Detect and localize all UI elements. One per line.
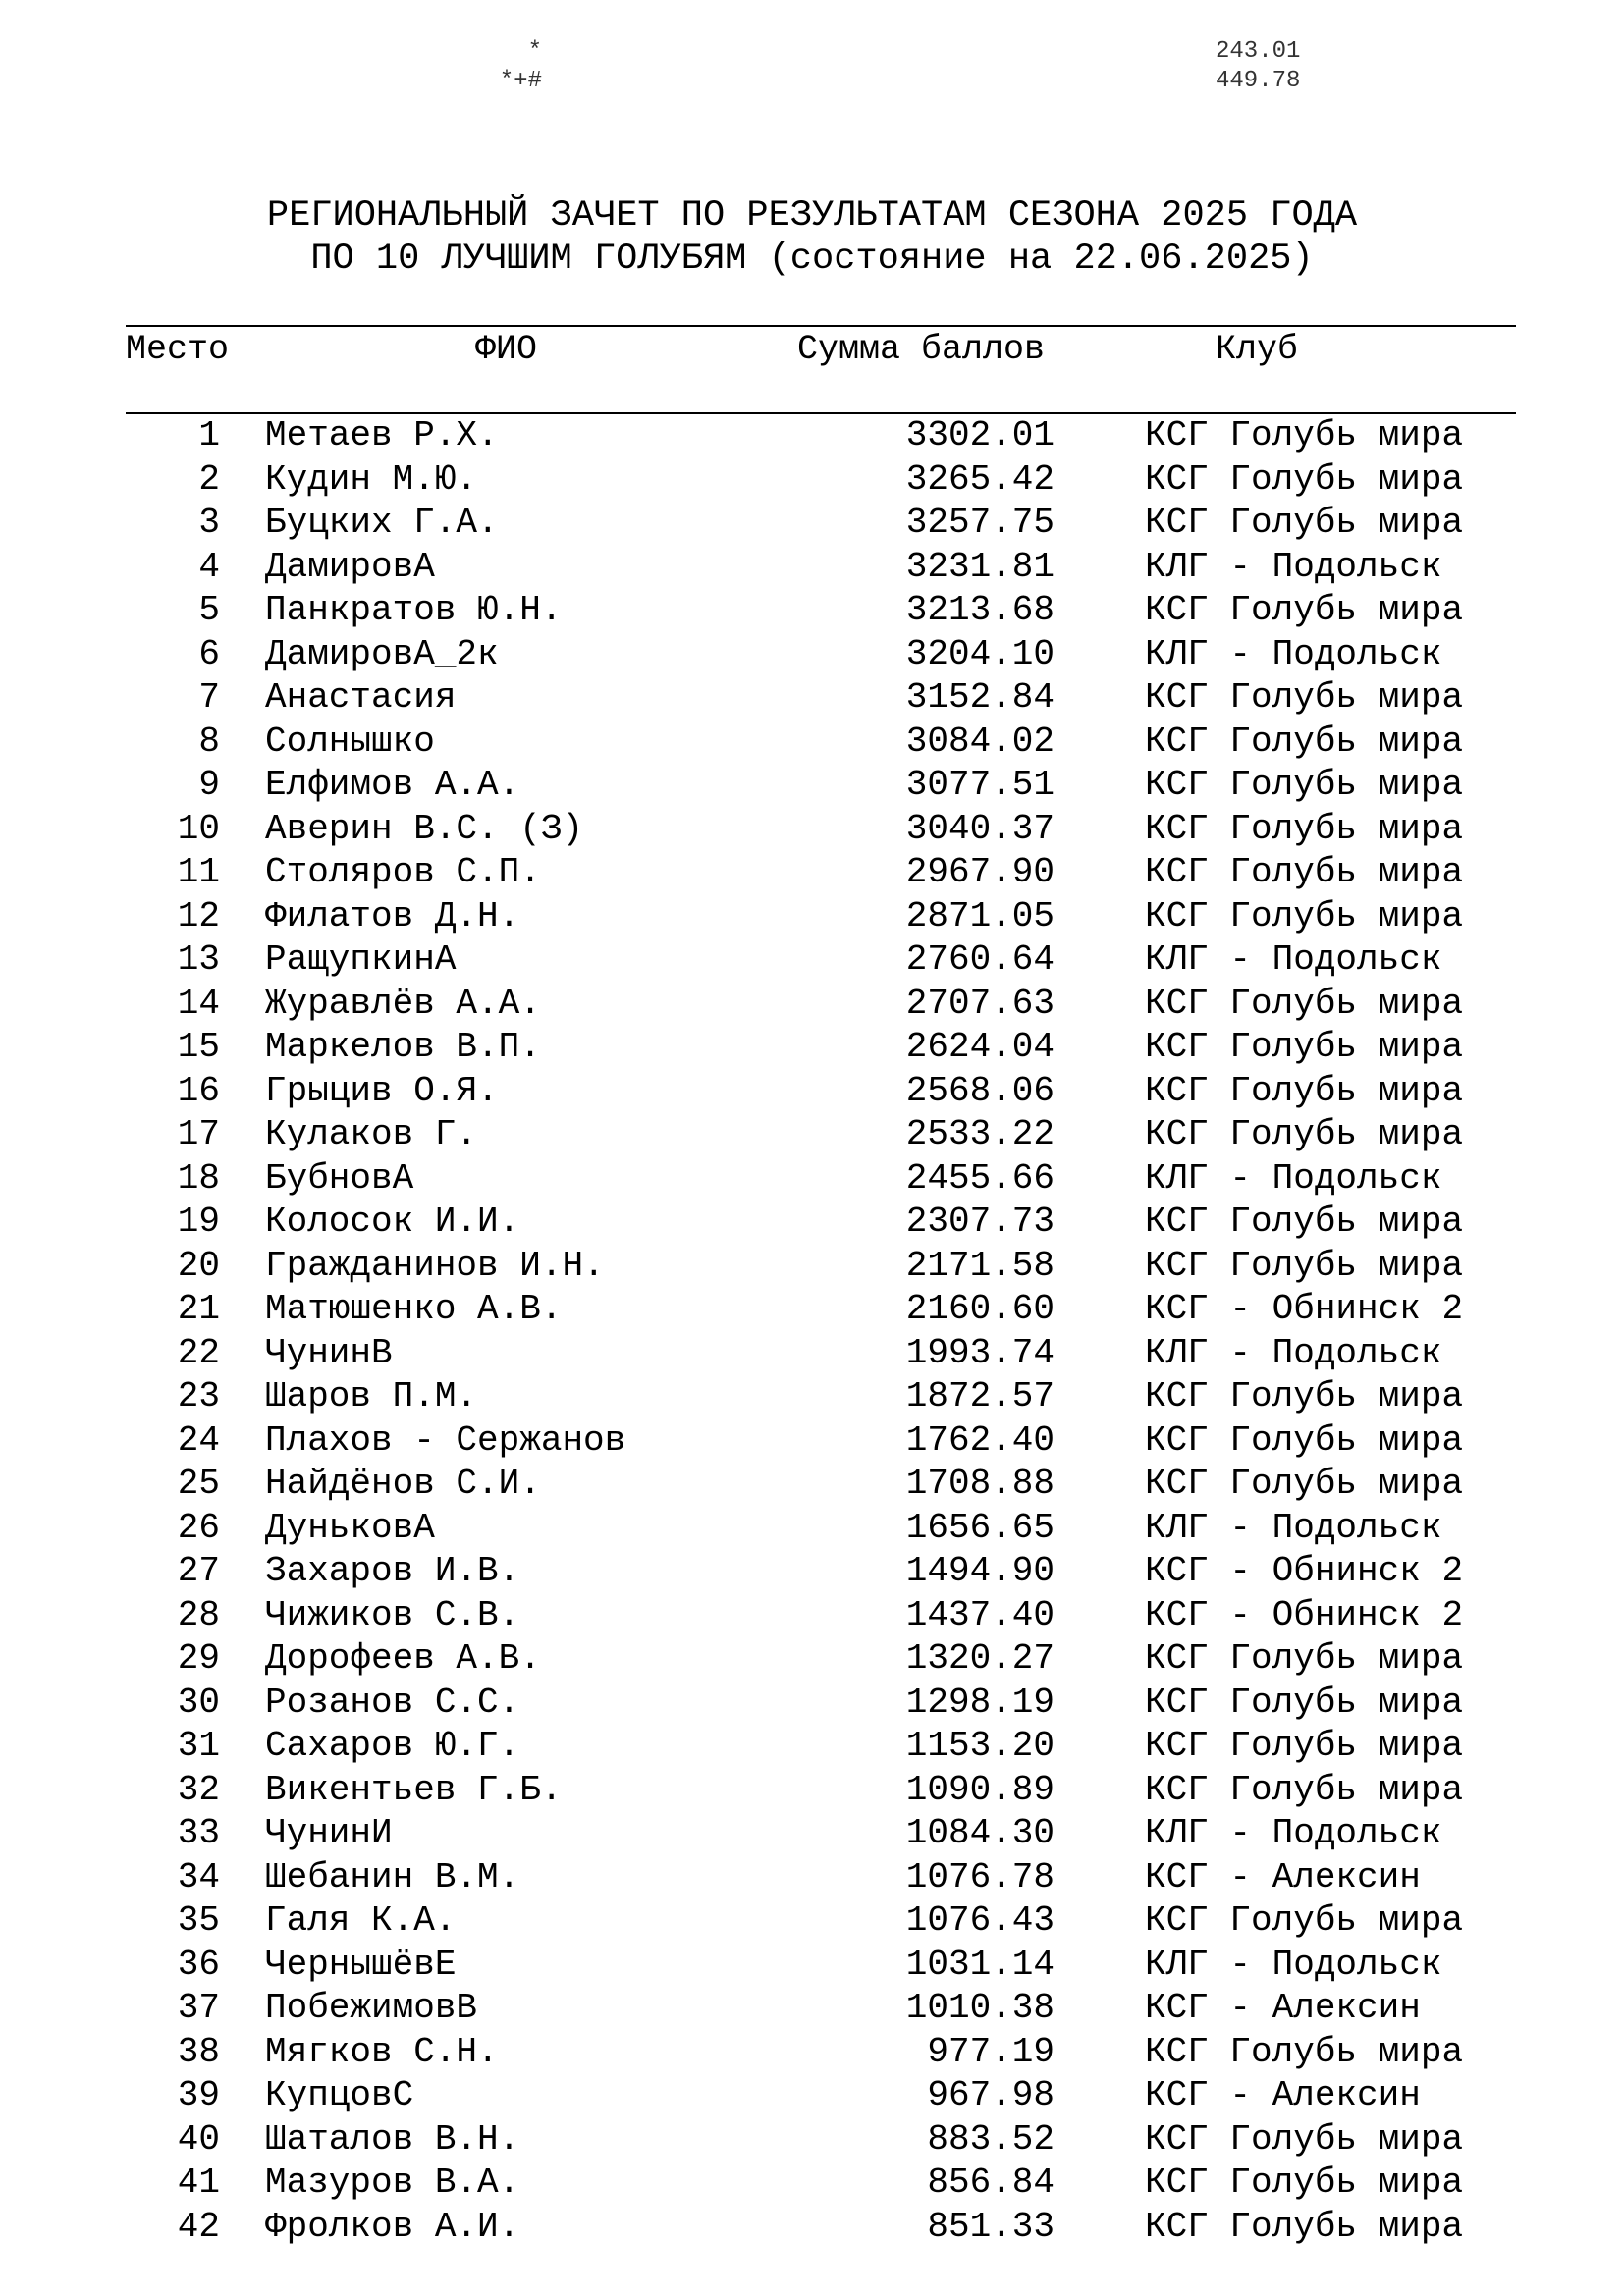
table-row [0, 851, 1624, 895]
corner-mark-2: *+# [499, 68, 542, 94]
corner-mark-1: * [527, 38, 542, 65]
table-row [0, 1245, 1624, 1289]
cell-sum: 3213.68 [905, 590, 1055, 630]
cell-name: РащупкинА [265, 939, 457, 980]
column-header-club: Клуб [1216, 330, 1299, 369]
cell-sum: 3265.42 [905, 458, 1055, 500]
cell-name: Кудин М.Ю. [265, 458, 478, 500]
cell-sum: 2871.05 [905, 895, 1055, 936]
cell-name: Шаталов В.Н. [265, 2118, 520, 2160]
cell-name: Викентьев Г.Б. [265, 1769, 563, 1810]
cell-sum: 1076.78 [905, 1856, 1055, 1897]
cell-name: ДамировА [265, 546, 435, 587]
cell-sum: 2707.63 [905, 983, 1055, 1024]
cell-sum: 3231.81 [905, 546, 1055, 587]
cell-place: 35 [177, 1900, 220, 1941]
cell-club: КЛГ - Подольск [1145, 1332, 1442, 1373]
table-row [0, 2074, 1624, 2118]
cell-sum: 1084.30 [905, 1813, 1055, 1853]
cell-club: КСГ Голубь мира [1145, 1201, 1464, 1242]
cell-sum: 1437.40 [905, 1594, 1055, 1635]
cell-name: ЧунинИ [265, 1813, 393, 1853]
cell-place: 33 [177, 1813, 220, 1853]
cell-name: Колосок И.И. [265, 1201, 520, 1242]
cell-place: 7 [198, 677, 220, 718]
cell-name: Столяров С.П. [265, 852, 541, 892]
cell-place: 41 [177, 2163, 220, 2203]
cell-club: КСГ Голубь мира [1145, 852, 1464, 892]
cell-name: Панкратов Ю.Н. [265, 590, 563, 630]
table-row [0, 764, 1624, 808]
table-row [0, 721, 1624, 765]
cell-club: КСГ Голубь мира [1145, 983, 1464, 1024]
cell-sum: 1298.19 [905, 1682, 1055, 1723]
cell-name: ДуньковА [265, 1507, 435, 1548]
cell-club: КСГ Голубь мира [1145, 1769, 1464, 1810]
cell-name: Плахов - Сержанов [265, 1419, 626, 1461]
cell-sum: 1494.90 [905, 1551, 1055, 1591]
cell-name: Розанов С.С. [265, 1682, 520, 1723]
cell-name: Чижиков С.В. [265, 1594, 520, 1635]
table-row [0, 676, 1624, 721]
table-row [0, 1375, 1624, 1419]
cell-place: 23 [177, 1376, 220, 1416]
cell-name: Аверин В.С. (З) [265, 808, 584, 849]
column-header-place: Место [126, 330, 230, 369]
cell-club: КСГ Голубь мира [1145, 895, 1464, 936]
cell-name: ДамировА_2к [265, 633, 499, 674]
cell-place: 3 [198, 503, 220, 543]
table-row [0, 2206, 1624, 2250]
cell-place: 37 [177, 1988, 220, 2028]
cell-place: 29 [177, 1638, 220, 1679]
cell-club: КСГ Голубь мира [1145, 590, 1464, 630]
cell-sum: 1090.89 [905, 1769, 1055, 1810]
table-row [0, 1856, 1624, 1900]
table-row [0, 589, 1624, 633]
table-row [0, 1899, 1624, 1944]
cell-place: 39 [177, 2075, 220, 2115]
cell-club: КСГ - Алексин [1145, 1856, 1421, 1897]
cell-club: КСГ Голубь мира [1145, 808, 1464, 849]
cell-place: 18 [177, 1157, 220, 1199]
cell-sum: 3302.01 [905, 415, 1055, 455]
cell-name: Солнышко [265, 721, 435, 762]
table-row [0, 1332, 1624, 1376]
table-row [0, 1637, 1624, 1682]
cell-place: 10 [177, 808, 220, 849]
cell-sum: 1708.88 [905, 1464, 1055, 1504]
cell-sum: 3204.10 [905, 633, 1055, 674]
cell-place: 32 [177, 1769, 220, 1810]
cell-club: КЛГ - Подольск [1145, 546, 1442, 587]
cell-club: КСГ Голубь мира [1145, 721, 1464, 762]
cell-sum: 1872.57 [905, 1376, 1055, 1416]
page-title: РЕГИОНАЛЬНЫЙ ЗАЧЕТ ПО РЕЗУЛЬТАТАМ СЕЗОНА 2025 ГОДА [266, 195, 1358, 237]
table-row [0, 1419, 1624, 1464]
cell-name: Журавлёв А.А. [265, 983, 541, 1024]
cell-place: 38 [177, 2031, 220, 2072]
cell-name: Буцких Г.А. [265, 503, 499, 543]
table-row [0, 502, 1624, 546]
cell-name: ПобежимовВ [265, 1988, 478, 2028]
cell-club: КСГ - Обнинск 2 [1145, 1551, 1464, 1591]
cell-club: КСГ - Алексин [1145, 2075, 1421, 2115]
cell-sum: 2967.90 [905, 852, 1055, 892]
table-row [0, 1682, 1624, 1726]
cell-place: 42 [177, 2206, 220, 2247]
cell-place: 34 [177, 1856, 220, 1897]
results-table [0, 414, 1624, 2249]
cell-club: КСГ Голубь мира [1145, 1245, 1464, 1286]
cell-sum: 1656.65 [905, 1507, 1055, 1548]
cell-place: 24 [177, 1419, 220, 1461]
cell-sum: 883.52 [927, 2118, 1055, 2160]
table-row [0, 1070, 1624, 1114]
cell-club: КСГ Голубь мира [1145, 1638, 1464, 1679]
cell-sum: 1010.38 [905, 1988, 1055, 2028]
cell-name: Матюшенко А.В. [265, 1289, 563, 1329]
cell-place: 17 [177, 1114, 220, 1154]
cell-place: 27 [177, 1551, 220, 1591]
cell-sum: 2307.73 [905, 1201, 1055, 1242]
cell-sum: 3084.02 [905, 721, 1055, 762]
cell-place: 28 [177, 1594, 220, 1635]
cell-name: Захаров И.В. [265, 1551, 520, 1591]
cell-club: КСГ - Обнинск 2 [1145, 1594, 1464, 1635]
cell-sum: 2160.60 [905, 1289, 1055, 1329]
cell-sum: 3040.37 [905, 808, 1055, 849]
cell-club: КСГ Голубь мира [1145, 1027, 1464, 1067]
table-row [0, 1812, 1624, 1856]
cell-sum: 1076.43 [905, 1900, 1055, 1941]
cell-club: КСГ - Алексин [1145, 1988, 1421, 2028]
cell-name: Найдёнов С.И. [265, 1464, 541, 1504]
cell-place: 9 [198, 765, 220, 805]
table-row [0, 983, 1624, 1027]
cell-place: 26 [177, 1507, 220, 1548]
cell-club: КСГ Голубь мира [1145, 765, 1464, 805]
table-row [0, 414, 1624, 458]
cell-place: 19 [177, 1201, 220, 1242]
cell-name: БубновА [265, 1157, 414, 1199]
cell-sum: 2455.66 [905, 1157, 1055, 1199]
cell-place: 16 [177, 1070, 220, 1111]
cell-club: КСГ Голубь мира [1145, 2118, 1464, 2160]
cell-club: КСГ Голубь мира [1145, 458, 1464, 500]
table-row [0, 1725, 1624, 1769]
cell-name: Фролков А.И. [265, 2206, 520, 2247]
cell-sum: 1153.20 [905, 1726, 1055, 1766]
cell-sum: 2171.58 [905, 1245, 1055, 1286]
cell-club: КСГ Голубь мира [1145, 1726, 1464, 1766]
cell-club: КЛГ - Подольск [1145, 633, 1442, 674]
cell-club: КСГ Голубь мира [1145, 1419, 1464, 1461]
cell-sum: 1762.40 [905, 1419, 1055, 1461]
cell-sum: 2760.64 [905, 939, 1055, 980]
cell-club: КСГ Голубь мира [1145, 2206, 1464, 2247]
cell-name: Мазуров В.А. [265, 2163, 520, 2203]
cell-sum: 851.33 [927, 2206, 1055, 2247]
page-subtitle: ПО 10 ЛУЧШИМ ГОЛУБЯМ (состояние на 22.06.2025) [310, 239, 1314, 280]
cell-name: КупцовС [265, 2075, 414, 2115]
cell-name: Елфимов А.А. [265, 765, 520, 805]
cell-place: 14 [177, 983, 220, 1024]
cell-club: КСГ Голубь мира [1145, 503, 1464, 543]
cell-place: 13 [177, 939, 220, 980]
table-row [0, 808, 1624, 852]
cell-name: Дорофеев А.В. [265, 1638, 541, 1679]
cell-name: Маркелов В.П. [265, 1027, 541, 1067]
cell-place: 21 [177, 1289, 220, 1329]
table-row [0, 1944, 1624, 1988]
column-header-name: ФИО [475, 330, 538, 369]
cell-sum: 3077.51 [905, 765, 1055, 805]
cell-club: КСГ Голубь мира [1145, 677, 1464, 718]
cell-sum: 3152.84 [905, 677, 1055, 718]
cell-name: Шебанин В.М. [265, 1856, 520, 1897]
table-row [0, 1594, 1624, 1638]
table-row [0, 1288, 1624, 1332]
table-row [0, 458, 1624, 503]
table-row [0, 1769, 1624, 1813]
cell-name: Филатов Д.Н. [265, 895, 520, 936]
corner-marks [487, 37, 542, 96]
cell-place: 31 [177, 1726, 220, 1766]
cell-name: Сахаров Ю.Г. [265, 1726, 520, 1766]
cell-place: 20 [177, 1245, 220, 1286]
cell-place: 6 [198, 633, 220, 674]
table-row [0, 1987, 1624, 2031]
cell-name: Грыцив О.Я. [265, 1070, 499, 1111]
cell-club: КСГ Голубь мира [1145, 1376, 1464, 1416]
table-row [0, 2162, 1624, 2206]
cell-club: КЛГ - Подольск [1145, 1157, 1442, 1199]
cell-sum: 1993.74 [905, 1332, 1055, 1373]
cell-club: КЛГ - Подольск [1145, 939, 1442, 980]
cell-name: ЧернышёвЕ [265, 1944, 457, 1985]
cell-sum: 3257.75 [905, 503, 1055, 543]
corner-values [1216, 37, 1300, 96]
table-row [0, 1507, 1624, 1551]
cell-club: КСГ - Обнинск 2 [1145, 1289, 1464, 1329]
cell-sum: 967.98 [927, 2075, 1055, 2115]
cell-place: 5 [198, 590, 220, 630]
cell-name: Гражданинов И.Н. [265, 1245, 605, 1286]
cell-club: КСГ Голубь мира [1145, 2163, 1464, 2203]
cell-name: Анастасия [265, 677, 457, 718]
cell-club: КЛГ - Подольск [1145, 1813, 1442, 1853]
cell-name: ЧунинВ [265, 1332, 393, 1373]
cell-club: КЛГ - Подольск [1145, 1944, 1442, 1985]
table-row [0, 2031, 1624, 2075]
cell-club: КСГ Голубь мира [1145, 1682, 1464, 1723]
cell-sum: 1320.27 [905, 1638, 1055, 1679]
table-row [0, 938, 1624, 983]
cell-sum: 2533.22 [905, 1114, 1055, 1154]
table-row [0, 1550, 1624, 1594]
corner-value-1: 243.01 [1216, 38, 1301, 65]
cell-club: КСГ Голубь мира [1145, 2031, 1464, 2072]
cell-club: КСГ Голубь мира [1145, 1464, 1464, 1504]
cell-sum: 1031.14 [905, 1944, 1055, 1985]
cell-name: Шаров П.М. [265, 1376, 478, 1416]
cell-sum: 856.84 [927, 2163, 1055, 2203]
cell-club: КСГ Голубь мира [1145, 1900, 1464, 1941]
table-row [0, 1157, 1624, 1201]
column-header-sum: Сумма баллов [797, 330, 1046, 369]
table-row [0, 895, 1624, 939]
cell-place: 40 [177, 2118, 220, 2160]
cell-sum: 2624.04 [905, 1027, 1055, 1067]
table-row [0, 1463, 1624, 1507]
table-row [0, 546, 1624, 590]
table-row [0, 1026, 1624, 1070]
table-row [0, 633, 1624, 677]
cell-place: 2 [198, 458, 220, 500]
cell-place: 1 [198, 415, 220, 455]
cell-place: 11 [177, 852, 220, 892]
cell-club: КСГ Голубь мира [1145, 1114, 1464, 1154]
corner-value-2: 449.78 [1216, 68, 1301, 94]
table-row [0, 1113, 1624, 1157]
cell-place: 30 [177, 1682, 220, 1723]
cell-club: КСГ Голубь мира [1145, 1070, 1464, 1111]
header-top-rule [126, 325, 1516, 327]
cell-name: Кулаков Г. [265, 1114, 478, 1154]
table-row [0, 1201, 1624, 1245]
cell-name: Мягков С.Н. [265, 2031, 499, 2072]
cell-place: 12 [177, 895, 220, 936]
cell-place: 22 [177, 1332, 220, 1373]
cell-place: 15 [177, 1027, 220, 1067]
cell-name: Галя К.А. [265, 1900, 457, 1941]
cell-sum: 2568.06 [905, 1070, 1055, 1111]
cell-sum: 977.19 [927, 2031, 1055, 2072]
cell-place: 8 [198, 721, 220, 762]
cell-club: КСГ Голубь мира [1145, 415, 1464, 455]
cell-name: Метаев Р.Х. [265, 415, 499, 455]
table-row [0, 2118, 1624, 2163]
cell-place: 4 [198, 546, 220, 587]
cell-club: КЛГ - Подольск [1145, 1507, 1442, 1548]
cell-place: 36 [177, 1944, 220, 1985]
cell-place: 25 [177, 1464, 220, 1504]
